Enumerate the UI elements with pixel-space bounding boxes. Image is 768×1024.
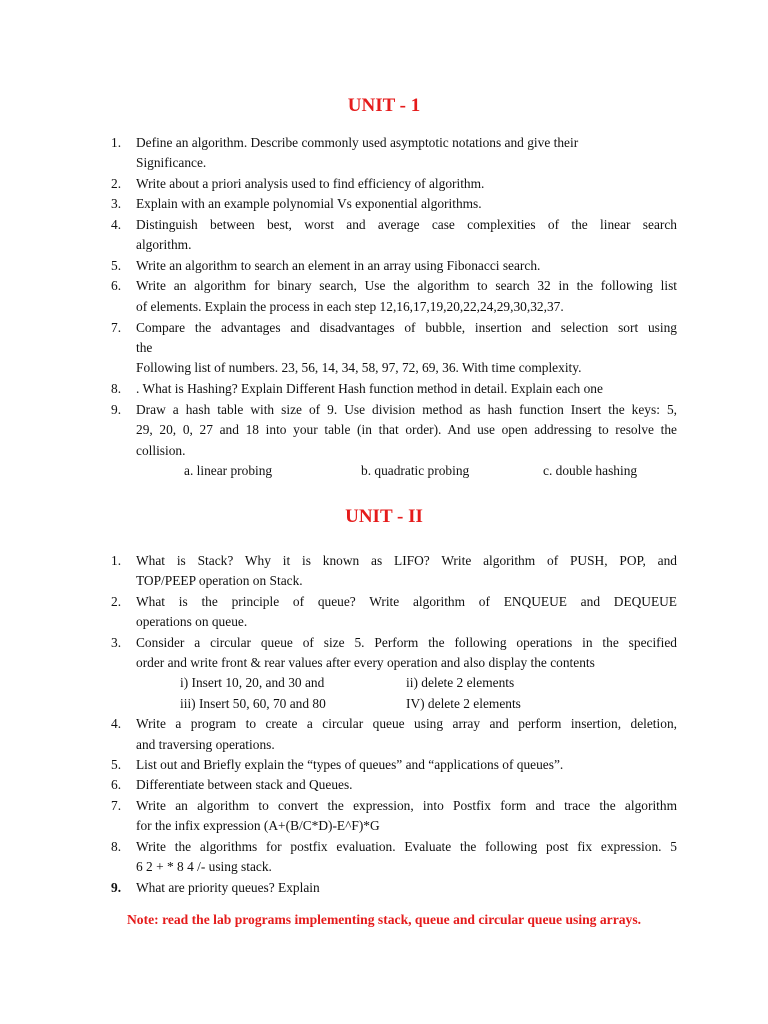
question-text: Write an algorithm to search an element in an array using Fibonacci search. [136,258,541,273]
question-text: Following list of numbers. 23, 56, 14, 34, 58, 97, 72, 69, 36. With time complexity. [136,360,582,375]
question-number: 7. [111,320,122,335]
question-text: for the infix expression (A+(B/C*D)-E^F)*G [136,818,380,833]
question-text: the [136,340,153,355]
question-text: What are priority queues? Explain [136,880,320,895]
question-number: 3. [111,196,122,211]
question-text: Write an algorithm for binary search, Use the algorithm to search 32 in the following list [136,278,677,293]
question-number: 7. [111,798,122,813]
lab-note: Note: read the lab programs implementing stack, queue and circular queue using arrays. [126,912,642,927]
unit-2-heading: UNIT - II [345,506,423,527]
question-text: What is Stack? Why it is known as LIFO? Write algorithm of PUSH, POP, and [136,553,677,568]
question-number: 6. [111,777,122,792]
question-text: Write an algorithm to convert the expression, into Postfix form and trace the algorithm [136,798,677,813]
question-text: algorithm. [136,237,192,252]
question-text: collision. [136,443,186,458]
question-number: 2. [111,594,122,609]
question-text: Explain with an example polynomial Vs exponential algorithms. [136,196,482,211]
question-number: 1. [111,135,122,150]
option-quadratic-probing: b. quadratic probing [361,463,470,478]
question-number: 4. [111,217,122,232]
question-number: 1. [111,553,122,568]
question-text: Write about a priori analysis used to find efficiency of algorithm. [136,176,485,191]
operation-step: iii) Insert 50, 60, 70 and 80 [180,696,326,711]
question-text: Differentiate between stack and Queues. [136,777,353,792]
question-number: 6. [111,278,122,293]
question-text: Write the algorithms for postfix evaluation. Evaluate the following post fix expression. 5 [136,839,677,854]
question-text: operations on queue. [136,614,248,629]
question-number: 9. [111,402,122,417]
operation-step: i) Insert 10, 20, and 30 and [180,675,325,690]
operation-step: IV) delete 2 elements [406,696,521,711]
question-number: 2. [111,176,122,191]
question-text: and traversing operations. [136,737,275,752]
question-text: Compare the advantages and disadvantages of bubble, insertion and selection sort using [136,320,677,335]
option-linear-probing: a. linear probing [184,463,273,478]
unit-1-heading: UNIT - 1 [347,95,421,116]
question-number: 4. [111,716,122,731]
question-text: Draw a hash table with size of 9. Use division method as hash function Insert the keys: 5, [136,402,677,417]
question-text: Consider a circular queue of size 5. Perform the following operations in the specified [136,635,677,650]
question-number: 9. [111,880,122,895]
question-text: TOP/PEEP operation on Stack. [136,573,303,588]
question-text: 6 2 + * 8 4 /- using stack. [136,859,272,874]
question-number: 3. [111,635,122,650]
question-text: Define an algorithm. Describe commonly used asymptotic notations and give their [136,135,579,150]
question-text: Distinguish between best, worst and average case complexities of the linear search [136,217,677,232]
question-text: Write a program to create a circular queue using array and perform insertion, deletion, [136,716,677,731]
operation-step: ii) delete 2 elements [406,675,515,690]
question-text: of elements. Explain the process in each step 12,16,17,19,20,22,24,29,30,32,37. [136,299,564,314]
question-text: 29, 20, 0, 27 and 18 into your table (in that order). And use open addressing to resolve the [136,422,677,437]
question-text: Significance. [136,155,207,170]
question-number: 5. [111,757,122,772]
question-number: 5. [111,258,122,273]
question-text: . What is Hashing? Explain Different Hash function method in detail. Explain each one [136,381,603,396]
question-text: What is the principle of queue? Write algorithm of ENQUEUE and DEQUEUE [136,594,677,609]
question-number: 8. [111,839,122,854]
question-text: List out and Briefly explain the “types of queues” and “applications of queues”. [136,757,564,772]
question-number: 8. [111,381,122,396]
option-double-hashing: c. double hashing [543,463,638,478]
question-text: order and write front & rear values after every operation and also display the contents [136,655,595,670]
